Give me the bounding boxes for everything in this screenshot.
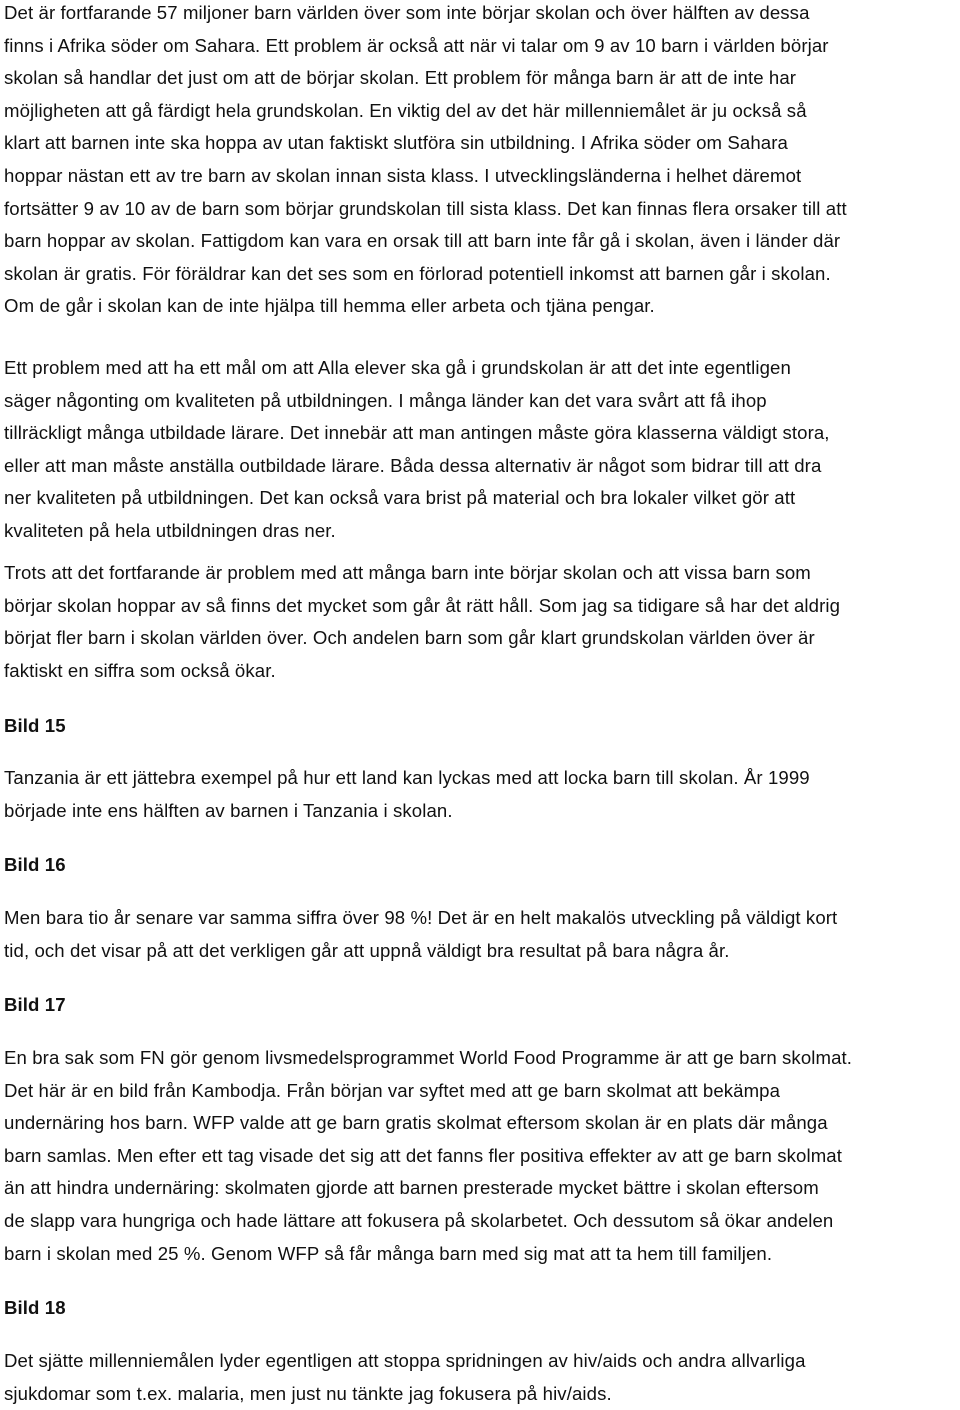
text-line: Det här är en bild från Kambodja. Från början var syftet med att ge barn skolmat att bekämpa [4, 1079, 781, 1101]
text-line: börjat fler barn i skolan världen över. Och andelen barn som går klart grundskolan världen över är [4, 627, 815, 649]
text-line: skolan så handlar det just om att de börjar skolan. Ett problem för många barn är att de inte har [4, 67, 797, 89]
text-line: Det sjätte millenniemålen lyder egentligen att stoppa spridningen av hiv/aids och andra allvarliga [4, 1350, 806, 1371]
section-body-bild-16 [4, 902, 960, 967]
section-heading-bild-15: Bild 15 [4, 715, 66, 736]
paragraph-out-of-school-children [4, 0, 960, 323]
text-line: säger någonting om kvaliteten på utbildningen. I många länder kan det vara svårt att få ihop [4, 389, 767, 411]
text-line: Trots att det fortfarande är problem med att många barn inte börjar skolan och att vissa barn som [4, 562, 811, 583]
text-line: barn hoppar av skolan. Fattigdom kan vara en orsak till att barn inte får gå i skolan, även i länder där [4, 230, 841, 252]
paragraph-progress [4, 557, 960, 687]
text-line: undernäring hos barn. WFP valde att ge barn gratis skolmat eftersom skolan är en plats där många [4, 1112, 828, 1134]
text-line: kvaliteten på hela utbildningen dras ner. [4, 519, 336, 541]
text-line: klart att barnen inte ska hoppa av utan faktiskt slutföra sin utbildning. I Afrika söder om Sahara [4, 132, 788, 154]
text-line: tid, och det visar på att det verkligen går att uppnå väldigt bra resultat på bara några år. [4, 939, 730, 961]
text-line: Men bara tio år senare var samma siffra över 98 %! Det är en helt makalös utveckling på väldigt kort [4, 907, 838, 928]
section-body-bild-18 [4, 1345, 960, 1410]
text-line: började inte ens hälften av barnen i Tanzania i skolan. [4, 799, 453, 821]
text-line: tillräckligt många utbildade lärare. Det innebär att man antingen måste göra klasserna väldigt stora, [4, 422, 830, 444]
text-line: Tanzania är ett jättebra exempel på hur ett land kan lyckas med att locka barn till skolan. År 1999 [4, 767, 810, 788]
text-line: de slapp vara hungriga och hade lättare att fokusera på skolarbetet. Och dessutom så ökar andelen [4, 1209, 834, 1231]
section-body-bild-17 [4, 1042, 960, 1270]
text-line: faktiskt en siffra som också ökar. [4, 659, 276, 681]
text-line: Ett problem med att ha ett mål om att Alla elever ska gå i grundskolan är att det inte egentligen [4, 357, 791, 378]
text-line: skolan är gratis. För föräldrar kan det ses som en förlorad potentiell inkomst att barnen går i skolan. [4, 262, 831, 284]
text-line: eller att man måste anställa outbildade lärare. Båda dessa alternativ är något som bidrar till att dra [4, 454, 822, 476]
section-heading-bild-18: Bild 18 [4, 1297, 66, 1318]
text-line: möjligheten att gå färdigt hela grundskolan. En viktig del av det här millenniemålet är ju också så [4, 99, 807, 121]
text-line: än att hindra undernäring: skolmaten gjorde att barnen presterade mycket bättre i skolan eftersom [4, 1177, 819, 1199]
text-line: sjukdomar som t.ex. malaria, men just nu tänkte jag fokusera på hiv/aids. [4, 1382, 612, 1404]
text-line: En bra sak som FN gör genom livsmedelsprogrammet World Food Programme är att ge barn skolmat. [4, 1047, 853, 1068]
text-line: fortsätter 9 av 10 av de barn som börjar grundskolan till sista klass. Det kan finnas flera orsaker till att [4, 197, 847, 219]
section-heading-bild-16: Bild 16 [4, 854, 66, 875]
text-line: ner kvaliteten på utbildningen. Det kan också vara brist på material och bra lokaler vilket gör att [4, 487, 796, 509]
text-line: barn samlas. Men efter ett tag visade det sig att det fanns fler positiva effekter av att ge barn skolmat [4, 1144, 843, 1166]
text-line: hoppar nästan ett av tre barn av skolan innan sista klass. I utvecklingsländerna i helhet däremot [4, 164, 802, 186]
text-line: Om de går i skolan kan de inte hjälpa till hemma eller arbeta och tjäna pengar. [4, 295, 655, 317]
section-heading-bild-17: Bild 17 [4, 994, 66, 1015]
paragraph-education-quality [4, 352, 960, 548]
text-line: finns i Afrika söder om Sahara. Ett problem är också att när vi talar om 9 av 10 barn i världen börjar [4, 34, 829, 56]
text-line: barn i skolan med 25 %. Genom WFP så får många barn med sig mat att ta hem till familjen. [4, 1242, 773, 1264]
section-body-bild-15 [4, 762, 960, 827]
text-line: Det är fortfarande 57 miljoner barn världen över som inte börjar skolan och över hälften av dessa [4, 2, 810, 23]
text-line: börjar skolan hoppar av så finns det mycket som går åt rätt håll. Som jag sa tidigare så har det aldrig [4, 594, 841, 616]
